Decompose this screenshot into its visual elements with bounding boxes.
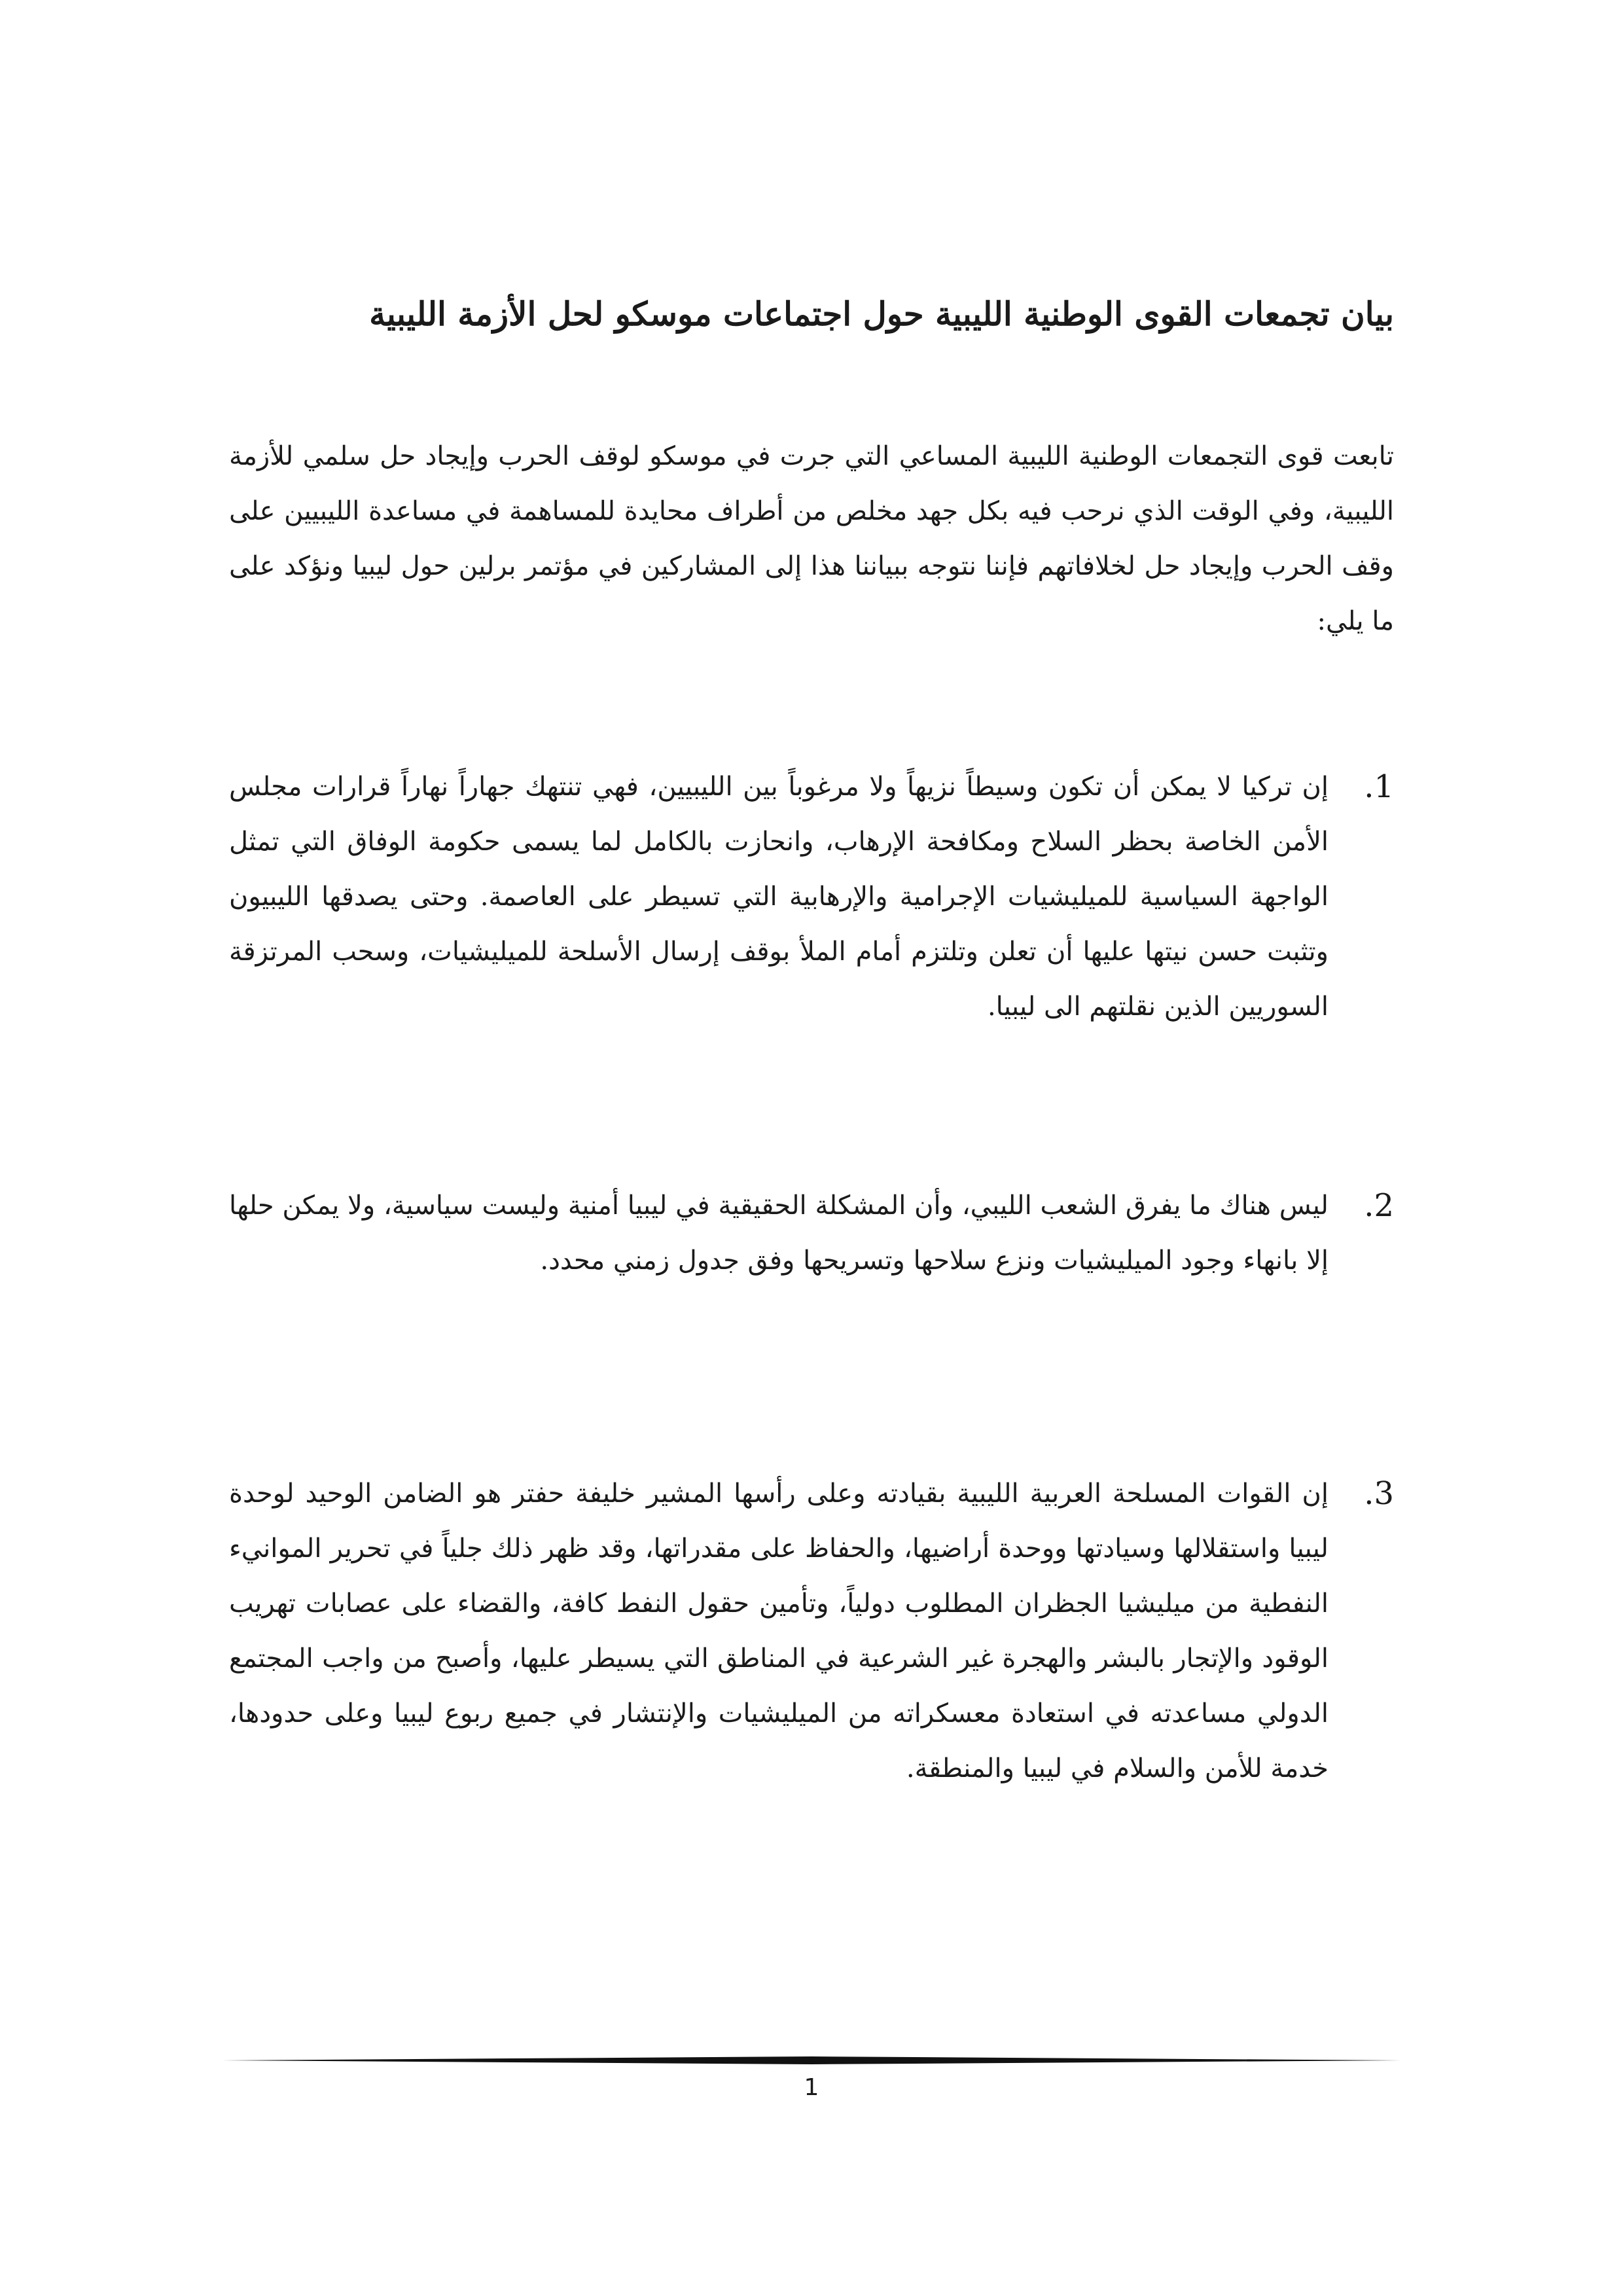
list-item-number: 3.	[1364, 1475, 1394, 1512]
footer-divider	[223, 2056, 1400, 2064]
list-item-text: إن تركيا لا يمكن أن تكون وسيطاً نزيهاً ولا مرغوباً بين الليبيين، فهي تنتهك جهاراً نهاراً قرارات مجلس الأمن الخاصة بحظر السلاح ومكافحة الإرهاب، وانحازت بالكامل لما يسمى حكومة الوفاق التي تمثل الواجهة السياسية للميليشيات الإجرامية والإرهابية التي تسيطر على العاصمة. وحتى يصدقها الليبيون وتثبت حسن نيتها عليها أن تعلن وتلتزم أمام الملأ بوقف إرسال الأسلحة للميليشيات، وسحب المرتزقة السوريين الذين نقلتهم الى ليبيا.	[229, 772, 1329, 1022]
document-title: بيان تجمعات القوى الوطنية الليبية حول اجتماعات موسكو لحل الأزمة الليبية	[369, 295, 1394, 333]
list-item-text: إن القوات المسلحة العربية الليبية بقيادته وعلى رأسها المشير خليفة حفتر هو الضامن الوحيد لوحدة ليبيا واستقلالها وسيادتها ووحدة أراضيها، والحفاظ على مقدراتها، وقد ظهر ذلك جلياً في تحرير الموانيء النفطية من ميليشيا الجظران المطلوب دولياً، وتأمين حقول النفط كافة، والقضاء على عصابات تهريب الوقود والإتجار بالبشر والهجرة غير الشرعية في المناطق التي يسيطر عليها، وأصبح من واجب المجتمع الدولي مساعدته في استعادة معسكراته من الميليشيات والإنتشار في جميع ربوع ليبيا وعلى حدودها، خدمة للأمن والسلام في ليبيا والمنطقة.	[229, 1479, 1329, 1784]
page-number: 1	[804, 2074, 819, 2101]
list-item	[229, 759, 1394, 1034]
list-item-number: 1.	[1364, 768, 1394, 805]
list-item-number: 2.	[1364, 1187, 1394, 1224]
list-item	[229, 1466, 1394, 1796]
intro-paragraph: تابعت قوى التجمعات الوطنية الليبية المساعي التي جرت في موسكو لوقف الحرب وإيجاد حل سلمي للأزمة الليبية، وفي الوقت الذي نرحب فيه بكل جهد مخلص من أطراف محايدة للمساهمة في مساعدة الليبيين على وقف الحرب وإيجاد حل لخلافاتهم فإننا نتوجه ببياننا هذا إلى المشاركين في مؤتمر برلين حول ليبيا ونؤكد على ما يلي:	[229, 441, 1394, 636]
list-item-text: ليس هناك ما يفرق الشعب الليبي، وأن المشكلة الحقيقية في ليبيا أمنية وليست سياسية، ولا يمكن حلها إلا بانهاء وجود الميليشيات ونزع سلاحها وتسريحها وفق جدول زمني محدد.	[229, 1191, 1329, 1276]
list-item	[229, 1178, 1394, 1288]
